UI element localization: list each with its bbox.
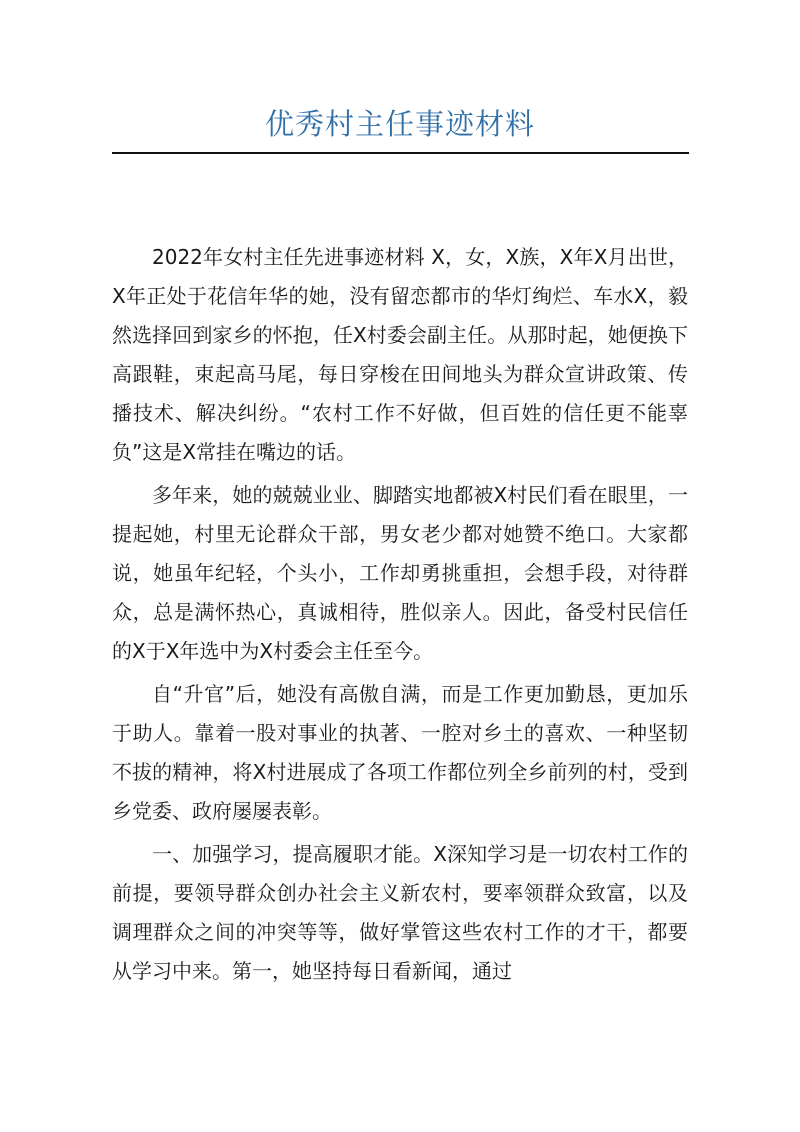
document-body (112, 238, 688, 995)
title-divider (112, 152, 689, 154)
paragraph-3: 自“升官”后，她没有高傲自满，而是工作更加勤恳，更加乐于助人。靠着一股对事业的执著、一腔对乡土的喜欢、一种坚韧不拔的精神，将X村进展成了各项工作都位列全乡前列的村，受到乡党委、政府屡屡表彰。 (112, 682, 688, 823)
paragraph-2: 多年来，她的兢兢业业、脚踏实地都被X村民们看在眼里，一提起她，村里无论群众干部，男女老少都对她赞不绝口。大家都说，她虽年纪轻，个头小，工作却勇挑重担，会想手段，对待群众，总是满怀热心，真诚相待，胜似亲人。因此，备受村民信任的X于X年选中为X村委会主任至今。 (112, 483, 688, 663)
paragraph-4: 一、加强学习，提高履职才能。X深知学习是一切农村工作的前提，要领导群众创办社会主义新农村，要率领群众致富，以及调理群众之间的冲突等等，做好掌管这些农村工作的才干，都要从学习中来。第一，她坚持每日看新闻，通过 (112, 842, 688, 983)
paragraph-1: 2022年女村主任先进事迹材料 X，女，X族，X年X月出世，X年正处于花信年华的她，没有留恋都市的华灯绚烂、车水X，毅然选择回到家乡的怀抱，任X村委会副主任。从那时起，她便换下高跟鞋，束起高马尾，每日穿梭在田间地头为群众宣讲政策、传播技术、解决纠纷。“农村工作不好做，但百姓的信任更不能辜负”这是X常挂在嘴边的话。 (112, 245, 688, 464)
document-title: 优秀村主任事迹材料 (264, 107, 535, 141)
